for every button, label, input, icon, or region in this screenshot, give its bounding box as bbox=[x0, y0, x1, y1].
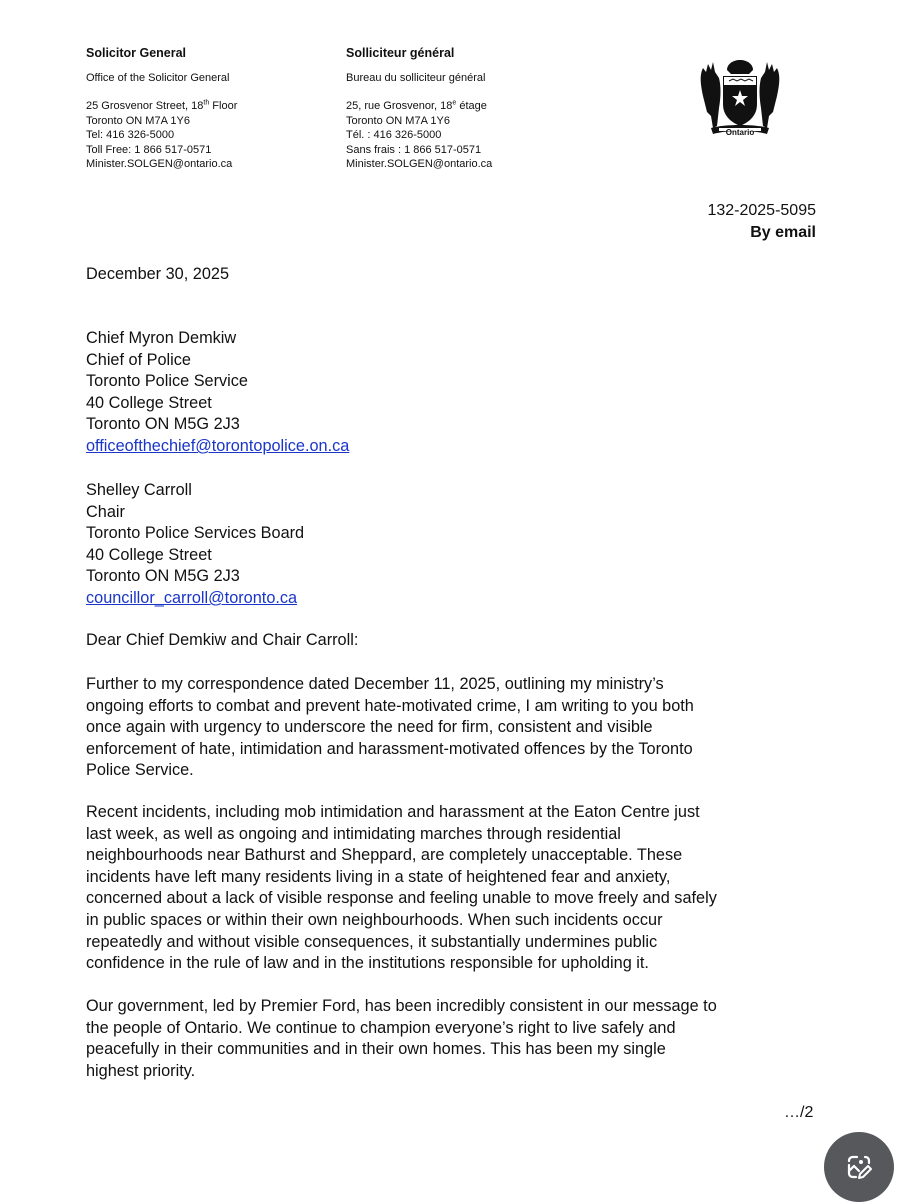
edit-image-button[interactable] bbox=[824, 1132, 894, 1202]
header-office-fr: Bureau du solliciteur général bbox=[346, 71, 486, 84]
header-city-fr: Toronto ON M7A 1Y6 bbox=[346, 114, 450, 127]
recipient-city: Toronto ON M5G 2J3 bbox=[86, 415, 240, 434]
header-english bbox=[86, 46, 237, 172]
header-address-fr: 25, rue Grosvenor, 18e étage bbox=[346, 99, 487, 112]
header-email-en: Minister.SOLGEN@ontario.ca bbox=[86, 158, 233, 170]
recipient-street: 40 College Street bbox=[86, 545, 212, 564]
paragraph-line: enforcement of hate, intimidation and harassment-motivated offences by the Toronto bbox=[86, 739, 693, 758]
edit-image-icon bbox=[843, 1151, 875, 1183]
header-email-fr: Minister.SOLGEN@ontario.ca bbox=[346, 158, 493, 170]
paragraph bbox=[86, 802, 826, 975]
recipient-name: Chief Myron Demkiw bbox=[86, 329, 237, 347]
paragraph-line: once again with urgency to underscore the need for firm, consistent and visible bbox=[86, 718, 653, 737]
paragraph-line: neighbourhoods near Bathurst and Sheppard, are completely unacceptable. These bbox=[86, 846, 683, 865]
recipient-email-link[interactable]: officeofthechief@torontopolice.on.ca bbox=[86, 436, 350, 455]
paragraph-line: the people of Ontario. We continue to champion everyone’s right to live safely and bbox=[86, 1018, 676, 1037]
paragraph-line: last week, as well as ongoing and intimidating marches through residential bbox=[86, 824, 621, 843]
paragraph bbox=[86, 674, 826, 782]
reference-block bbox=[707, 200, 816, 244]
recipient-email-link[interactable]: councillor_carroll@toronto.ca bbox=[86, 588, 298, 607]
recipient-org: Toronto Police Services Board bbox=[86, 524, 305, 543]
paragraph-line: Recent incidents, including mob intimidation and harassment at the Eaton Centre just bbox=[86, 803, 700, 821]
letter-date: December 30, 2025 bbox=[86, 265, 230, 283]
header-city-en: Toronto ON M7A 1Y6 bbox=[86, 114, 190, 127]
delivery-method: By email bbox=[750, 224, 816, 241]
recipient-block bbox=[86, 328, 349, 458]
header-tel-en: Tel: 416 326-5000 bbox=[86, 129, 175, 141]
paragraph-line: confidence in the rule of law and in the institutions responsible for upholding it. bbox=[86, 954, 649, 973]
header-tel-fr: Tél. : 416 326-5000 bbox=[346, 129, 442, 141]
paragraph-line: Police Service. bbox=[86, 761, 194, 780]
reference-number: 132-2025-5095 bbox=[707, 202, 816, 219]
header-french bbox=[346, 46, 492, 172]
recipient-org: Toronto Police Service bbox=[86, 372, 248, 391]
header-title-fr: Solliciteur général bbox=[346, 46, 455, 60]
recipient-title: Chief of Police bbox=[86, 350, 191, 369]
header-office-en: Office of the Solicitor General bbox=[86, 71, 230, 84]
paragraph-line: peacefully in their communities and in their own homes. This has been my single bbox=[86, 1040, 666, 1059]
recipient-city: Toronto ON M5G 2J3 bbox=[86, 567, 240, 586]
header-tollfree-fr: Sans frais : 1 866 517-0571 bbox=[346, 143, 482, 156]
salutation: Dear Chief Demkiw and Chair Carroll: bbox=[86, 631, 359, 649]
recipient-title: Chair bbox=[86, 502, 125, 521]
paragraph-line: repeatedly and without visible consequences, it substantially undermines public bbox=[86, 932, 658, 951]
paragraph-line: ongoing efforts to combat and prevent hate-motivated crime, I am writing to you both bbox=[86, 696, 694, 715]
header-address-en: 25 Grosvenor Street, 18th Floor bbox=[86, 99, 238, 112]
crest-label: Ontario bbox=[725, 128, 755, 137]
header-tollfree-en: Toll Free: 1 866 517-0571 bbox=[86, 143, 212, 156]
paragraph-line: incidents have left many residents living in a state of heightened fear and anxiety, bbox=[86, 867, 671, 886]
recipient-name: Shelley Carroll bbox=[86, 481, 192, 499]
paragraph-line: Further to my correspondence dated December 11, 2025, outlining my ministry’s bbox=[86, 675, 664, 693]
header-title-en: Solicitor General bbox=[86, 46, 187, 60]
paragraph-line: Our government, led by Premier Ford, has been incredibly consistent in our message to bbox=[86, 997, 717, 1015]
recipient-street: 40 College Street bbox=[86, 393, 212, 412]
paragraph bbox=[86, 996, 826, 1082]
page-indicator: …/2 bbox=[784, 1104, 814, 1121]
paragraph-line: in public spaces or within their own neighbourhoods. When such incidents occur bbox=[86, 910, 663, 929]
recipient-block bbox=[86, 480, 304, 610]
paragraph-line: concerned about a lack of visible response and feeling unable to move freely and safely bbox=[86, 889, 717, 908]
paragraph-line: highest priority. bbox=[86, 1061, 196, 1080]
